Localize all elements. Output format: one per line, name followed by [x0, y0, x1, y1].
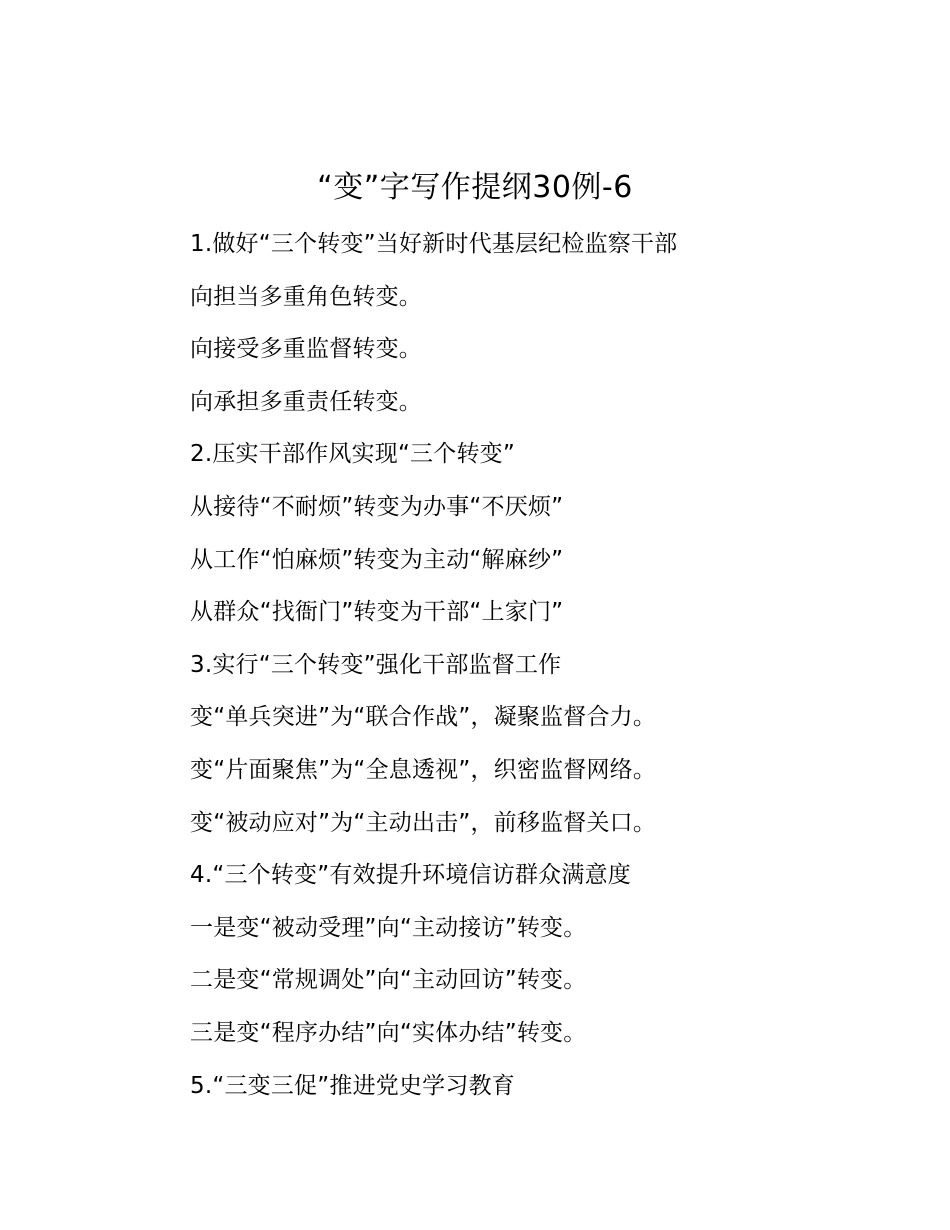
text-line: 向接受多重监督转变。 — [190, 336, 422, 363]
text-line: 从群众“找衙门”转变为干部“上家门” — [190, 599, 564, 626]
text-line: 一是变“被动受理”向“主动接访”转变。 — [190, 914, 587, 941]
document-title: “变”字写作提纲30例-6 — [317, 170, 633, 205]
text-line: 2.压实干部作风实现“三个转变” — [190, 441, 515, 468]
text-line: 向承担多重责任转变。 — [190, 388, 422, 415]
text-line: 从接待“不耐烦”转变为办事“不厌烦” — [190, 493, 564, 520]
text-line: 变“单兵突进”为“联合作战”，凝聚监督合力。 — [190, 704, 657, 731]
text-line: 3.实行“三个转变”强化干部监督工作 — [190, 651, 562, 678]
text-line: 向担当多重角色转变。 — [190, 283, 422, 310]
text-line: 二是变“常规调处”向“主动回访”转变。 — [190, 967, 587, 994]
text-line: 4.“三个转变”有效提升环境信访群众满意度 — [190, 862, 631, 889]
text-line: 1.做好“三个转变”当好新时代基层纪检监察干部 — [190, 231, 678, 257]
text-line: 从工作“怕麻烦”转变为主动“解麻纱” — [190, 546, 564, 573]
text-line: 5.“三变三促”推进党史学习教育 — [190, 1072, 515, 1099]
text-line: 变“被动应对”为“主动出击”，前移监督关口。 — [190, 809, 657, 836]
document-body — [190, 222, 890, 1116]
text-line: 变“片面聚焦”为“全息透视”，织密监督网络。 — [190, 756, 657, 783]
text-line: 三是变“程序办结”向“实体办结”转变。 — [190, 1019, 587, 1046]
